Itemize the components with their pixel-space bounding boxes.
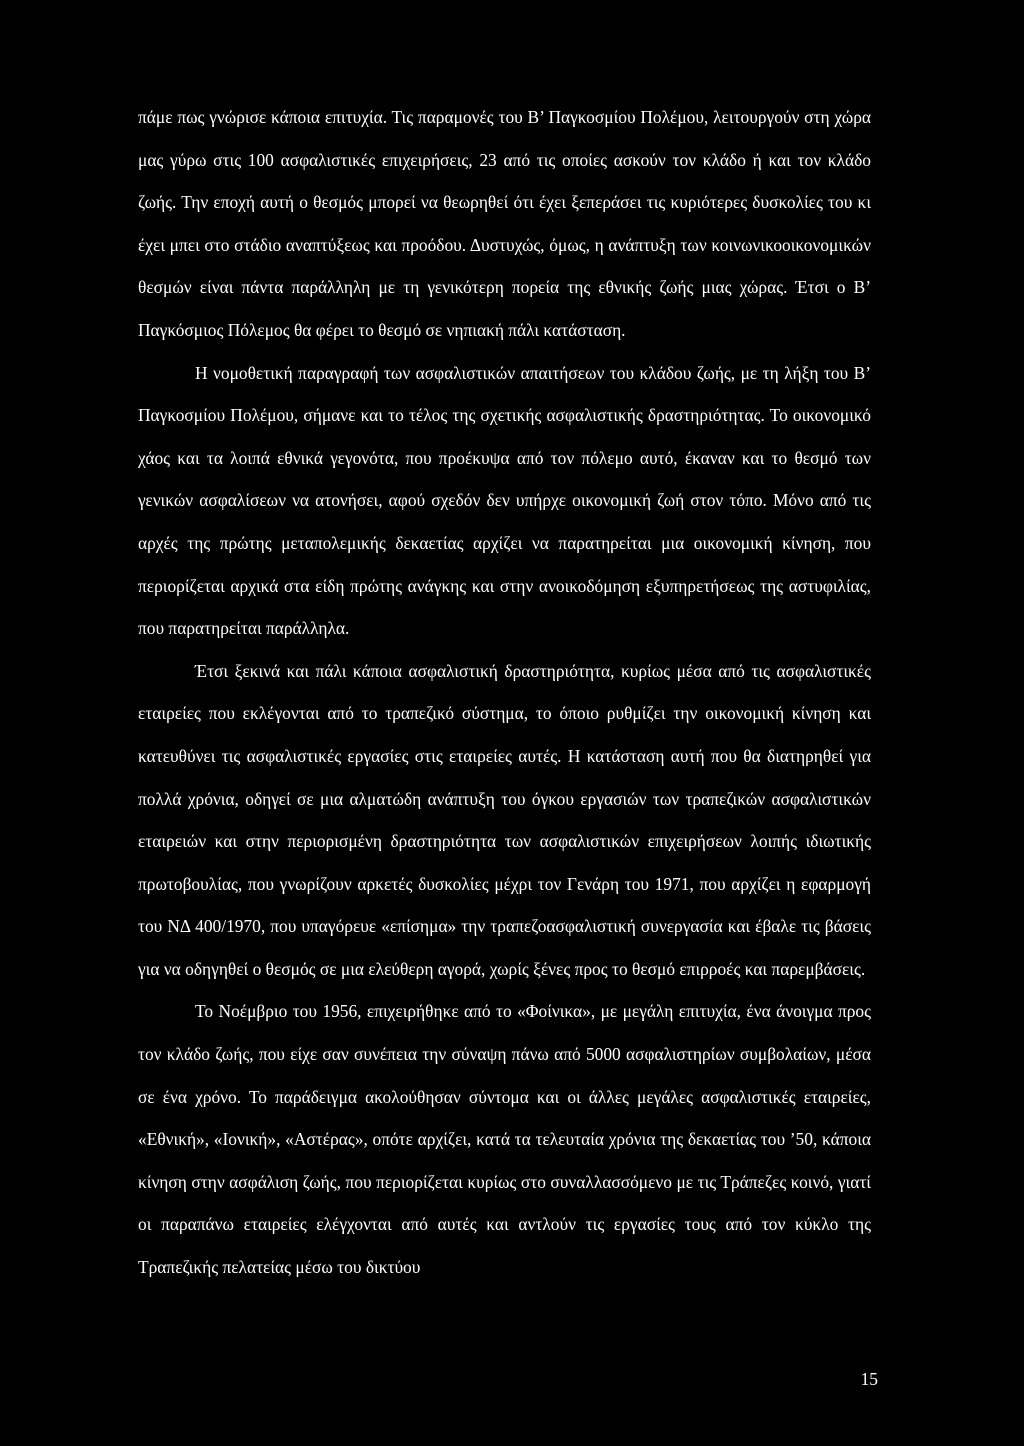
paragraph-1: πάμε πως γνώρισε κάποια επιτυχία. Τις παραμονές του Β’ Παγκοσμίου Πολέμου, λειτουργούν στη χώρα μας γύρω στις 100 ασφαλιστικές επιχειρήσεις, 23 από τις οποίες ασκούν τον κλάδο ή και τον κλάδο ζωής. Την εποχή αυτή ο θεσμός μπορεί να θεωρηθεί ότι έχει ξεπεράσει τις κυριότερες δυσκολίες του κι έχει μπει στο στάδιο αναπτύξεως και προόδου. Δυστυχώς, όμως, η ανάπτυξη των κοινωνικοοικονομικών θεσμών είναι πάντα παράλληλη με τη γενικότερη πορεία της εθνικής ζωής μιας χώρας. Έτσι ο Β’ Παγκόσμιος Πόλεμος θα φέρει το θεσμό σε νηπιακή πάλι κατάσταση. — [138, 107, 871, 340]
page-number: 15 — [860, 1369, 878, 1389]
paragraph-2: Η νομοθετική παραγραφή των ασφαλιστικών απαιτήσεων του κλάδου ζωής, με τη λήξη του Β’ Παγκοσμίου Πολέμου, σήμανε και το τέλος της σχετικής ασφαλιστικής δραστηριότητας. Το οικονομικό χάος και τα λοιπά εθνικά γεγονότα, που προέκυψα από τον πόλεμο αυτό, έκαναν και το θεσμό των γενικών ασφαλίσεων να ατονήσει, αφού σχεδόν δεν υπήρχε οικονομική ζωή στον τόπο. Μόνο από τις αρχές της πρώτης μεταπολεμικής δεκαετίας αρχίζει να παρατηρείται μια οικονομική κίνηση, που περιορίζεται αρχικά στα είδη πρώτης ανάγκης και στην ανοικοδόμηση εξυπηρετήσεως της αστυφιλίας, που παρατηρείται παράλληλα. — [138, 362, 871, 639]
page-body — [138, 96, 871, 1289]
paragraph-4: Το Νοέμβριο του 1956, επιχειρήθηκε από το «Φοίνικα», με μεγάλη επιτυχία, ένα άνοιγμα προς τον κλάδο ζωής, που είχε σαν συνέπεια την σύναψη πάνω από 5000 ασφαλιστηρίων συμβολαίων, μέσα σε ένα χρόνο. Το παράδειγμα ακολούθησαν σύντομα και οι άλλες μεγάλες ασφαλιστικές εταιρείες, «Εθνική», «Ιονική», «Αστέρας», οπότε αρχίζει, κατά τα τελευταία χρόνια της δεκαετίας του ’50, κάποια κίνηση στην ασφάλιση ζωής, που περιορίζεται κυρίως στο συναλλασσόμενο με τις Τράπεζες κοινό, γιατί οι παραπάνω εταιρείες ελέγχονται από αυτές και αντλούν τις εργασίες τους από τον κύκλο της Τραπεζικής πελατείας μέσω του δικτύου — [138, 1001, 871, 1278]
paragraph-3: Έτσι ξεκινά και πάλι κάποια ασφαλιστική δραστηριότητα, κυρίως μέσα από τις ασφαλιστικές εταιρείες που εκλέγονται από το τραπεζικό σύστημα, το όποιο ρυθμίζει την οικονομική κίνηση και κατευθύνει τις ασφαλιστικές εργασίες στις εταιρείες αυτές. Η κατάσταση αυτή που θα διατηρηθεί για πολλά χρόνια, οδηγεί σε μια αλματώδη ανάπτυξη του όγκου εργασιών των τραπεζικών ασφαλιστικών εταιρειών και στην περιορισμένη δραστηριότητα των ασφαλιστικών επιχειρήσεων λοιπής ιδιωτικής πρωτοβουλίας, που γνωρίζουν αρκετές δυσκολίες μέχρι τον Γενάρη του 1971, που αρχίζει η εφαρμογή του ΝΔ 400/1970, που υπαγόρευε «επίσημα» την τραπεζοασφαλιστική συνεργασία και έβαλε τις βάσεις για να οδηγηθεί ο θεσμός σε μια ελεύθερη αγορά, χωρίς ξένες προς το θεσμό επιρροές και παρεμβάσεις. — [138, 660, 871, 979]
